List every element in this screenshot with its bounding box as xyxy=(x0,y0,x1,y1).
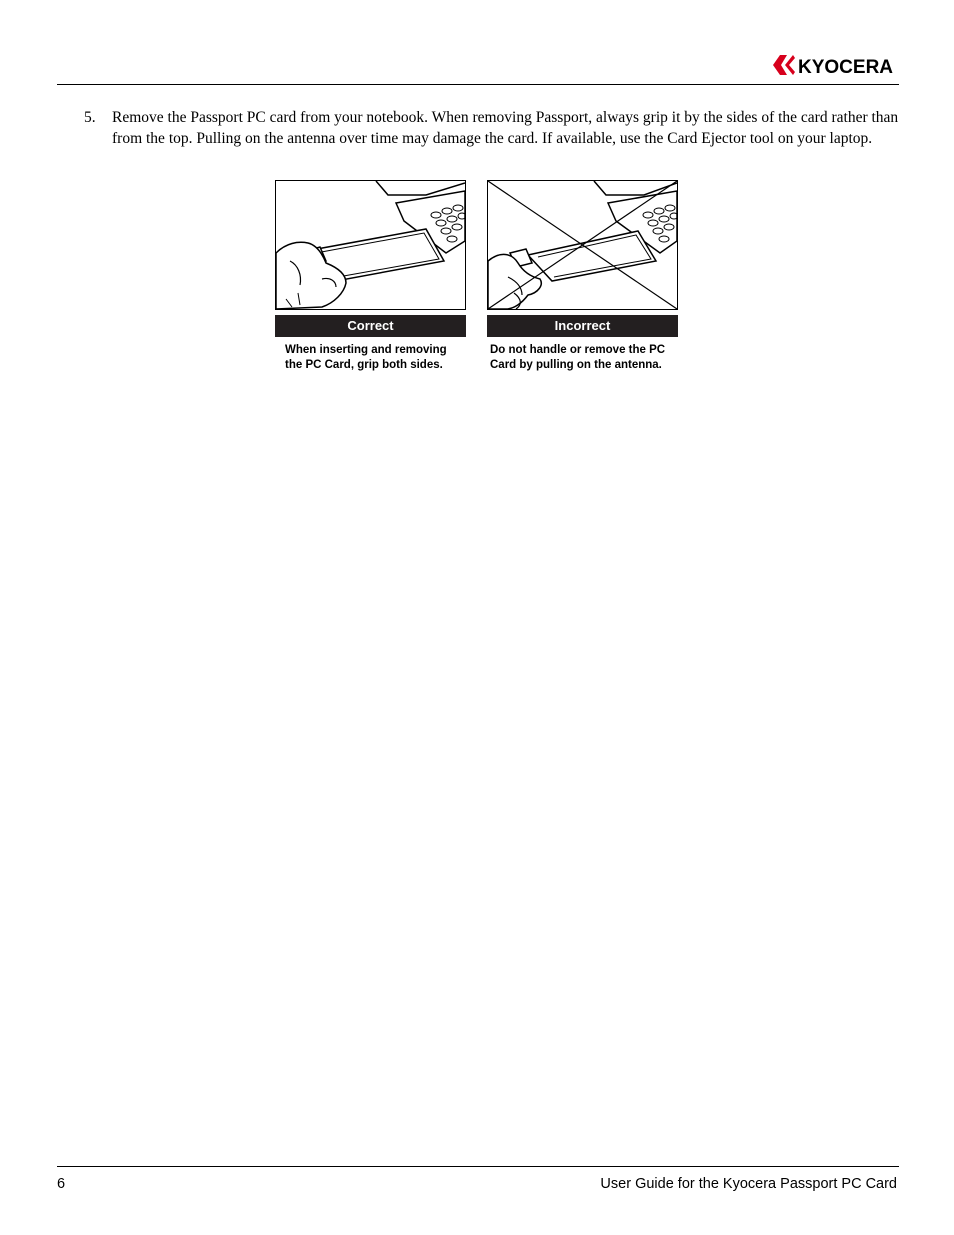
kyocera-mark-icon xyxy=(773,55,795,75)
hand-pulling-antenna-illustration xyxy=(488,181,677,309)
step-text: Remove the Passport PC card from your notebook. When removing Passport, always grip it by the sides of the card rather than from the top. Pulling on the antenna over time may damage the card. If available, use the Card Ejector tool on your laptop. xyxy=(112,109,899,147)
incorrect-caption-line-2: Card by pulling on the antenna. xyxy=(490,359,662,371)
incorrect-label: Incorrect xyxy=(487,315,678,337)
step-number: 5. xyxy=(84,109,96,126)
incorrect-illustration xyxy=(487,180,678,310)
logo-wordmark: KYOCERA xyxy=(798,57,894,78)
incorrect-caption-line-1: Do not handle or remove the PC xyxy=(490,344,666,356)
header-rule xyxy=(57,84,899,85)
hand-gripping-card-sides-illustration xyxy=(276,181,465,309)
correct-caption xyxy=(285,343,485,373)
correct-caption-line-1: When inserting and removing xyxy=(285,344,447,356)
correct-illustration xyxy=(275,180,466,310)
page-number: 6 xyxy=(57,1176,66,1192)
correct-label: Correct xyxy=(275,315,466,337)
correct-caption-line-2: the PC Card, grip both sides. xyxy=(285,359,443,371)
kyocera-logo xyxy=(771,52,899,78)
footer-title: User Guide for the Kyocera Passport PC Card xyxy=(600,1176,897,1192)
footer-rule xyxy=(57,1166,899,1167)
incorrect-caption xyxy=(490,343,690,373)
